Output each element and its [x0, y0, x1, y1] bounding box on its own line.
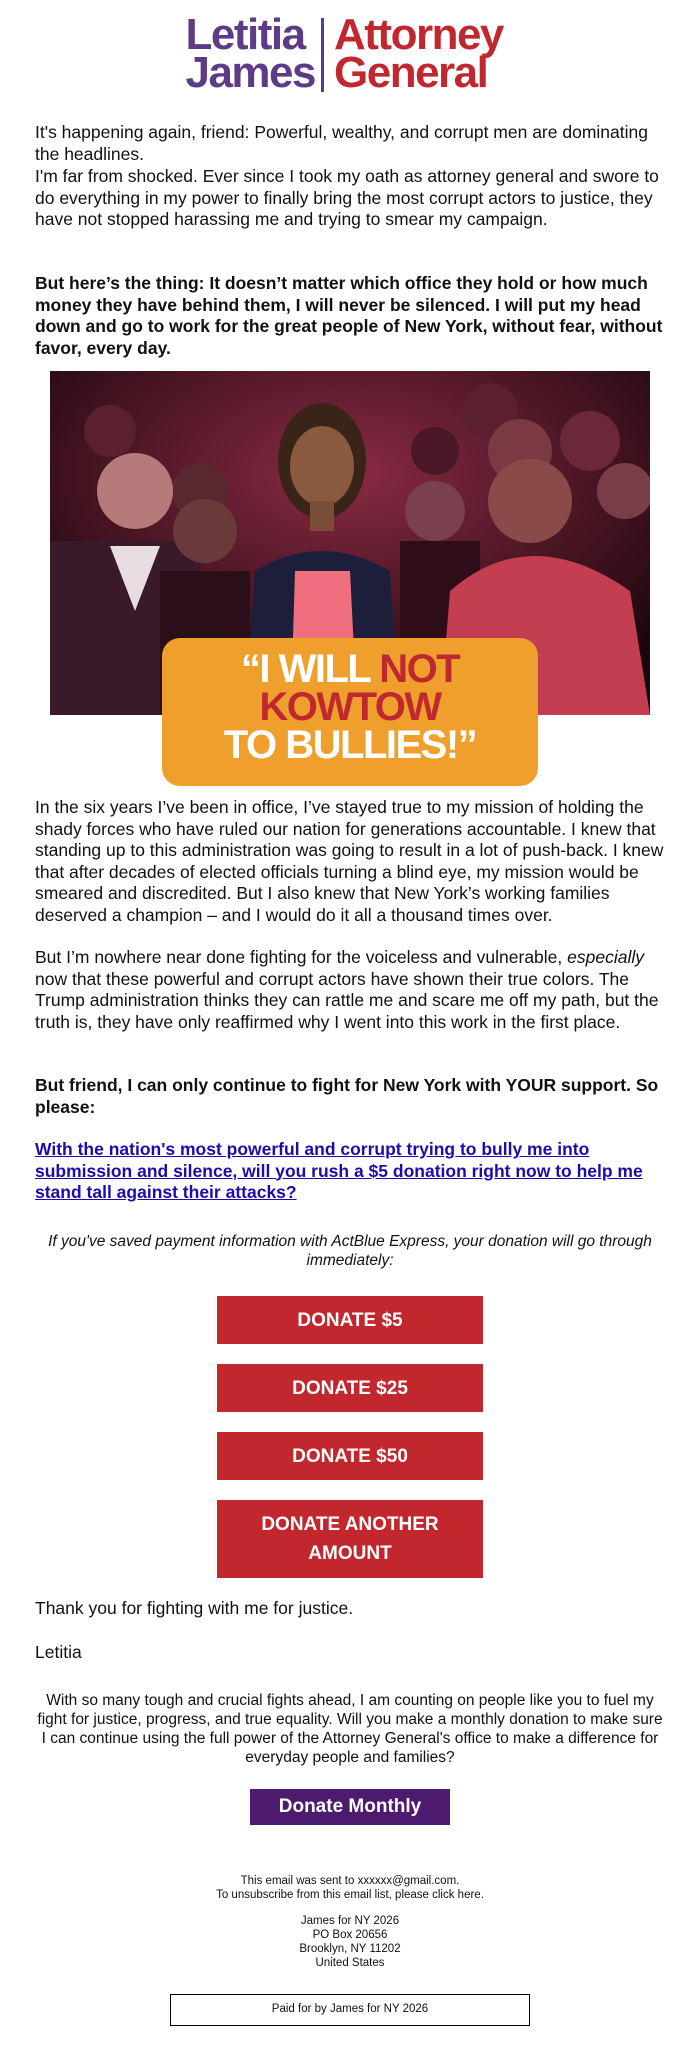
thank-you-text: Thank you for fighting with me for justice. — [35, 1598, 354, 1618]
footer-unsubscribe[interactable]: To unsubscribe from this email list, please click here. — [216, 1889, 484, 1901]
paragraph-shocked: I'm far from shocked. Ever since I took my oath as attorney general and swore to do everything in my power to finally bring the most corrupt actors to justice, they have not stopped harassing me and trying to smear my campaign. — [35, 166, 659, 229]
quote-line1 — [162, 647, 538, 691]
actblue-note: If you've saved payment information with ActBlue Express, your donation will go through immediately: — [48, 1233, 652, 1269]
paragraph-your-support: But friend, I can only continue to fight for New York with YOUR support. So please: — [35, 1075, 659, 1117]
quote-line2: KOWTOW — [259, 685, 441, 729]
donate-monthly-button[interactable]: Donate Monthly — [250, 1789, 450, 1825]
p5-emphasis: especially — [567, 947, 644, 967]
logo-name — [185, 10, 315, 97]
signature: Letitia — [35, 1642, 82, 1662]
donate-25-button[interactable]: DONATE $25 — [217, 1364, 483, 1412]
donate-5-button[interactable]: DONATE $5 — [217, 1296, 483, 1344]
logo-name-line2: James — [185, 48, 315, 97]
p5-after: now that these powerful and corrupt actors have shown their true colors. The Trump administration thinks they can rattle me and scare me off my path, but the truth is, they have only reaffirmed why I went into this work in the first place. — [35, 968, 659, 1032]
footer-country: United States — [315, 1957, 385, 1969]
quote-banner — [162, 638, 538, 786]
monthly-pitch: With so many tough and crucial fights ahead, I am counting on people like you to fuel my fight for justice, progress, and true equality. Will you make a monthly donation to make sure I can continue using the full power of the Attorney General's office to make a difference for everyday people and families? — [37, 1692, 663, 1766]
paragraph-six-years: In the six years I’ve been in office, I’ve stayed true to my mission of holding the shady forces who have ruled our nation for generations accountable. I knew that standing up to this administration was going to result in a lot of push-back. I knew that after decades of elected officials turning a blind eye, my mission would be smeared and discredited. But I also knew that New York’s working families deserved a champion – and I would do it all a thousand times over. — [35, 797, 664, 925]
paragraph-nowhere-near-done — [35, 947, 665, 1033]
campaign-logo[interactable] — [0, 10, 700, 97]
paragraph-never-silenced: But here’s the thing: It doesn’t matter which office they hold or how much money they have behind them, I will never be silenced. I will put my head down and go to work for the great people of New York, without fear, without favor, every day. — [35, 273, 663, 358]
donation-ask-link[interactable]: With the nation's most powerful and corrupt trying to bully me into submission and silence, will you rush a $5 donation right now to help me stand tall against their attacks? — [35, 1139, 643, 1202]
paragraph-intro: It's happening again, friend: Powerful, wealthy, and corrupt men are dominating the headlines. — [35, 122, 648, 164]
footer-po-box: PO Box 20656 — [312, 1929, 388, 1941]
logo-title — [334, 10, 503, 97]
quote-line1-red: NOT — [379, 647, 460, 691]
logo-name-line1: Letitia — [185, 10, 305, 59]
footer-city: Brooklyn, NY 11202 — [299, 1943, 401, 1955]
donate-50-button[interactable]: DONATE $50 — [217, 1432, 483, 1480]
logo-title-line2: General — [334, 48, 488, 97]
quote-line3: TO BULLIES!” — [223, 723, 477, 767]
footer-sent-to: This email was sent to xxxxxx@gmail.com. — [240, 1875, 460, 1887]
footer-org: James for NY 2026 — [300, 1915, 400, 1927]
donation-link-paragraph — [35, 1139, 665, 1204]
paid-for-disclaimer: Paid for by James for NY 2026 — [170, 1994, 530, 2026]
donate-other-button[interactable]: DONATE ANOTHER AMOUNT — [217, 1500, 483, 1578]
logo-title-line1: Attorney — [334, 10, 503, 59]
p5-before: But I’m nowhere near done fighting for the voiceless and vulnerable, — [35, 947, 568, 967]
quote-line1-white: “I WILL — [240, 647, 380, 691]
logo-divider — [321, 18, 324, 92]
